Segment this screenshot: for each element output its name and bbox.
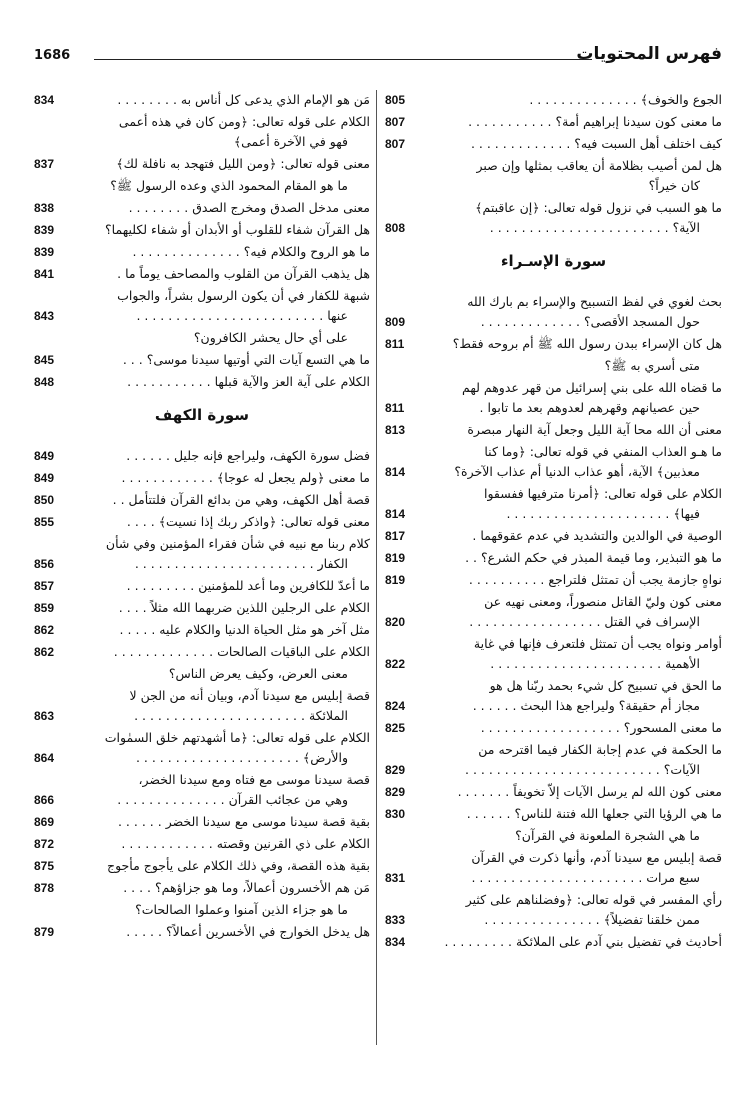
section-heading: سورة الكهف <box>154 406 250 424</box>
toc-entry[interactable]: هل القرآن شفاء للقلوب أو الأبدان أو شفاء لكليهما؟ 839 <box>34 220 370 240</box>
entry-page-number: 848 <box>34 375 55 389</box>
entry-page-number: 859 <box>34 601 55 615</box>
entry-page-number: 839 <box>34 223 55 237</box>
entry-page-number: 866 <box>34 793 55 807</box>
entry-page-number: 849 <box>34 471 55 485</box>
entry-page-number: 855 <box>34 515 55 529</box>
toc-entry[interactable]: ما هو جزاء الذين آمنوا وعملوا الصالحات؟ <box>135 902 348 917</box>
toc-entry[interactable]: هل يذهب القرآن من القلوب والمصاحف يوماً ما . 841 <box>34 264 370 284</box>
entry-page-number: 833 <box>385 913 406 927</box>
entry-page-number: 807 <box>385 137 406 151</box>
toc-entry[interactable]: فضل سورة الكهف، وليراجع فإنه جليل . . . . . . 849 <box>34 446 370 466</box>
column-divider <box>376 90 377 1045</box>
entry-page-number: 831 <box>385 871 406 885</box>
entry-page-number: 856 <box>34 557 55 571</box>
entry-page-number: 819 <box>385 573 406 587</box>
left-column <box>34 90 370 944</box>
toc-entry[interactable]: الجوع والخوف﴾ . . . . . . . . . . . . . . 805 <box>385 90 722 110</box>
entry-page-number: 862 <box>34 645 55 659</box>
entry-page-number: 864 <box>34 751 55 765</box>
entry-page-number: 829 <box>385 785 406 799</box>
toc-entry[interactable]: كيف اختلف أهل السبت فيه؟ . . . . . . . . . . . . . 807 <box>385 134 722 154</box>
toc-entry[interactable]: ما معنى كون سيدنا إبراهيم أمة؟ . . . . . . . . . . . 807 <box>385 112 722 132</box>
entry-page-number: 841 <box>34 267 55 281</box>
entry-page-number: 834 <box>34 93 55 107</box>
toc-entry[interactable]: ما هي الرؤيا التي جعلها الله فتنة للناس؟ . . . . . . 830 <box>385 804 722 824</box>
entry-page-number: 814 <box>385 465 406 479</box>
header-rule <box>94 59 592 60</box>
entry-page-number: 834 <box>385 935 406 949</box>
toc-entry[interactable]: مَن هم الأخسرون أعمالاً، وما هو جزاؤهم؟ . . . . 878 <box>34 878 370 898</box>
toc-entry[interactable]: هل لمن أصيب بظلامة أن يعاقب بمثلها وإن صبر كان خيراً؟ <box>476 158 722 193</box>
toc-entry[interactable]: قصة أهل الكهف، وهي من بدائع القرآن فلتتأمل . . 850 <box>34 490 370 510</box>
toc-entry[interactable]: معنى كون وليّ القاتل منصوراً، ومعنى نهيه عن الإسراف في القتل . . . . . . . . . . . . . . . . . 820 <box>385 592 722 632</box>
page-title: فهرس المحتويات <box>576 44 722 64</box>
entry-page-number: 811 <box>385 337 405 351</box>
entry-page-number: 857 <box>34 579 55 593</box>
toc-entry[interactable]: ما هو المقام المحمود الذي وعده الرسول ﷺ؟ <box>110 178 348 193</box>
toc-entry[interactable]: الكلام على الرجلين اللذين ضربهما الله مثلاً . . . . 859 <box>34 598 370 618</box>
entry-page-number: 830 <box>385 807 406 821</box>
entry-page-number: 872 <box>34 837 55 851</box>
entry-page-number: 875 <box>34 859 55 873</box>
entry-page-number: 813 <box>385 423 406 437</box>
section-heading: سورة الإسـراء <box>500 252 607 270</box>
entry-page-number: 819 <box>385 551 406 565</box>
toc-entry[interactable]: الكلام على قوله تعالى: ﴿أمرنا مترفيها ففسقوا فيها﴾ . . . . . . . . . . . . . . . . . . . . . 814 <box>385 484 722 524</box>
toc-entry[interactable]: قصة إبليس مع سيدنا آدم، وبيان أنه من الجن لا الملائكة . . . . . . . . . . . . . . . . . . . . . . 863 <box>34 686 370 726</box>
toc-entry[interactable]: ما هي الشجرة الملعونة في القرآن؟ <box>515 828 700 843</box>
toc-entry[interactable]: ما هـو العذاب المنفي في قوله تعالى: ﴿وما كنا معذبين﴾ الآية، أهو عذاب الدنيا أم عذاب الآخرة؟ 814 <box>385 442 722 482</box>
toc-entry[interactable]: معنى العرض، وكيف يعرض الناس؟ <box>168 666 348 681</box>
entry-page-number: 808 <box>385 221 406 235</box>
toc-entry[interactable]: معنى أن الله محا آية الليل وجعل آية النهار مبصرة 813 <box>385 420 722 440</box>
toc-entry[interactable]: معنى مدخل الصدق ومخرج الصدق . . . . . . . . 838 <box>34 198 370 218</box>
page-header <box>34 40 722 72</box>
toc-entry[interactable]: الكلام على قوله تعالى: ﴿ومن كان في هذه أعمى فهو في الآخرة أعمى﴾ <box>118 114 370 149</box>
toc-entry[interactable]: مَن هو الإمام الذي يدعى كل أناس به . . . . . . . . 834 <box>34 90 370 110</box>
toc-entry[interactable]: أحاديث في تفضيل بني آدم على الملائكة . . . . . . . . . 834 <box>385 932 722 952</box>
entry-page-number: 879 <box>34 925 55 939</box>
entry-page-number: 820 <box>385 615 406 629</box>
toc-entry[interactable]: ما معنى ﴿ولم يجعل له عوجا﴾ . . . . . . . . . . . . 849 <box>34 468 370 488</box>
toc-entry[interactable]: على أي حال يحشر الكافرون؟ <box>193 330 348 345</box>
entry-page-number: 824 <box>385 699 406 713</box>
toc-entry[interactable]: رأي المفسر في قوله تعالى: ﴿وفضلناهم على كثير ممن خلقنا تفضيلاً﴾ . . . . . . . . . . . . . . . 833 <box>385 890 722 930</box>
toc-entry[interactable]: معنى قوله تعالى: ﴿ومن الليل فتهجد به نافلة لك﴾ 837 <box>34 154 370 174</box>
toc-entry[interactable]: متى أسري به ﷺ؟ <box>604 358 700 373</box>
page-number: 1686 <box>34 48 71 63</box>
entry-page-number: 862 <box>34 623 55 637</box>
toc-entry[interactable]: الكلام على ذي القرنين وقصته . . . . . . . . . . . . 872 <box>34 834 370 854</box>
toc-entry[interactable]: قصة إبليس مع سيدنا آدم، وأنها ذكرت في القرآن سبع مرات . . . . . . . . . . . . . . . . . . . . . . 831 <box>385 848 722 888</box>
entry-page-number: 845 <box>34 353 55 367</box>
entry-page-number: 838 <box>34 201 55 215</box>
toc-entry[interactable]: ما الحكمة في عدم إجابة الكفار فيما اقترحه من الآيات؟ . . . . . . . . . . . . . . . . . . . . . . . . . 829 <box>385 740 722 780</box>
toc-entry[interactable]: ما أعدّ للكافرين وما أعد للمؤمنين . . . . . . . . . 857 <box>34 576 370 596</box>
toc-entry[interactable]: ما معنى المسحور؟ . . . . . . . . . . . . . . . . . . 825 <box>385 718 722 738</box>
toc-entry[interactable]: نواهٍ جازمة يجب أن تمتثل فلتراجع . . . . . . . . . . 819 <box>385 570 722 590</box>
toc-entry[interactable]: معنى قوله تعالى: ﴿واذكر ربك إذا نسيت﴾ . . . . 855 <box>34 512 370 532</box>
toc-entry[interactable]: الوصية في الوالدين والتشديد في عدم عقوقهما . 817 <box>385 526 722 546</box>
toc-entry[interactable]: ما هي التسع آيات التي أوتيها سيدنا موسى؟ . . . 845 <box>34 350 370 370</box>
toc-entry[interactable]: بقية قصة سيدنا موسى مع سيدنا الخضر . . . . . . 869 <box>34 812 370 832</box>
toc-entry[interactable]: ما الحق في تسبيح كل شيء بحمد ربّنا هل هو مجاز أم حقيقة؟ وليراجع هذا البحث . . . . . . 824 <box>385 676 722 716</box>
entry-page-number: 869 <box>34 815 55 829</box>
toc-entry[interactable]: هل يدخل الخوارج في الأخسرين أعمالاً؟ . . . . . 879 <box>34 922 370 942</box>
toc-entry[interactable]: الكلام على آية العز والآية قبلها . . . . . . . . . . . 848 <box>34 372 370 392</box>
entry-page-number: 814 <box>385 507 406 521</box>
entry-page-number: 807 <box>385 115 406 129</box>
entry-page-number: 805 <box>385 93 406 107</box>
entry-page-number: 837 <box>34 157 55 171</box>
entry-page-number: 863 <box>34 709 55 723</box>
toc-entry[interactable]: هل كان الإسراء ببدن رسول الله ﷺ أم بروحه فقط؟ 811 <box>385 334 722 354</box>
toc-entry[interactable]: كلام ربنا مع نبيه في شأن فقراء المؤمنين وفي شأن الكفار . . . . . . . . . . . . . . . . . . . . . . . 856 <box>34 534 370 574</box>
toc-entry[interactable]: ما قضاه الله على بني إسرائيل من قهر عدوهم لهم حين عصيانهم وقهرهم لعدوهم بعد ما تابوا . 811 <box>385 378 722 418</box>
toc-entry[interactable]: قصة سيدنا موسى مع فتاه ومع سيدنا الخضر، وهي من عجائب القرآن . . . . . . . . . . . . . . 866 <box>34 770 370 810</box>
entry-page-number: 825 <box>385 721 406 735</box>
toc-entry[interactable]: شبهة للكفار في أن يكون الرسول بشراً، والجواب عنها . . . . . . . . . . . . . . . . . . . . . . . . 843 <box>34 286 370 326</box>
entry-page-number: 809 <box>385 315 406 329</box>
entry-page-number: 849 <box>34 449 55 463</box>
toc-entry[interactable]: ما هو السبب في نزول قوله تعالى: ﴿إن عاقبتم﴾ الآية؟ . . . . . . . . . . . . . . . . . . . . . . . 808 <box>385 198 722 238</box>
toc-entry[interactable]: بحث لغوي في لفظ التسبيح والإسراء بم بارك الله حول المسجد الأقصى؟ . . . . . . . . . . . . . 809 <box>385 292 722 332</box>
toc-entry[interactable]: الكلام على الباقيات الصالحات . . . . . . . . . . . . . 862 <box>34 642 370 662</box>
entry-page-number: 839 <box>34 245 55 259</box>
entry-page-number: 822 <box>385 657 406 671</box>
entry-page-number: 811 <box>385 401 405 415</box>
right-column <box>385 90 722 954</box>
entry-page-number: 829 <box>385 763 406 777</box>
toc-entry[interactable]: ما هو التبذير، وما قيمة المبذر في حكم الشرع؟ . . 819 <box>385 548 722 568</box>
entry-page-number: 850 <box>34 493 55 507</box>
entry-page-number: 878 <box>34 881 55 895</box>
toc-entry[interactable]: الكلام على قوله تعالى: ﴿ما أشهدتهم خلق السمٰوات والأرض﴾ . . . . . . . . . . . . . . . . . . . . . 864 <box>34 728 370 768</box>
toc-entry[interactable]: مثل آخر هو مثل الحياة الدنيا والكلام عليه . . . . . 862 <box>34 620 370 640</box>
entry-page-number: 817 <box>385 529 406 543</box>
toc-entry[interactable]: بقية هذه القصة، وفي ذلك الكلام على يأجوج مأجوج 875 <box>34 856 370 876</box>
entry-page-number: 843 <box>34 309 55 323</box>
toc-entry[interactable]: ما هو الروح والكلام فيه؟ . . . . . . . . . . . . . . 839 <box>34 242 370 262</box>
toc-entry[interactable]: أوامر ونواه يجب أن تمتثل فلتعرف فإنها في غاية الأهمية . . . . . . . . . . . . . . . . . . . . . . 822 <box>385 634 722 674</box>
toc-entry[interactable]: معنى كون الله لم يرسل الآيات إلاّ تخويفاً . . . . . . . 829 <box>385 782 722 802</box>
